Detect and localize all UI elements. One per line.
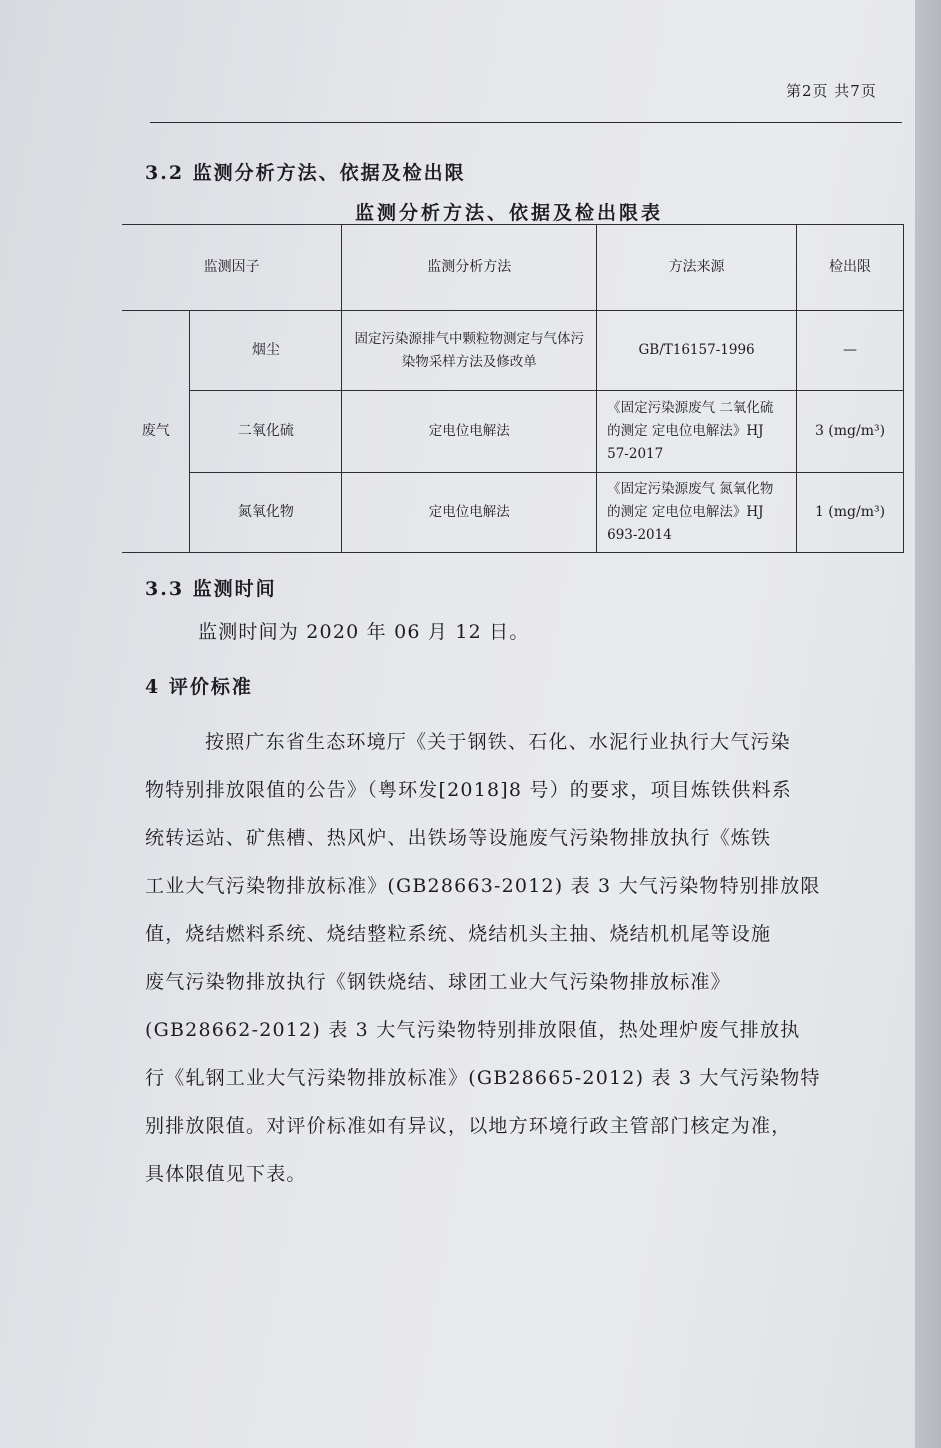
column-header-source: 方法来源: [597, 225, 797, 311]
paragraph-line: 废气污染物排放执行《钢铁烧结、球团工业大气污染物排放标准》: [145, 971, 731, 993]
factor-cell: 氮氧化物: [190, 473, 342, 553]
limit-cell: 3 (mg/m³): [797, 391, 904, 473]
table-row: [122, 473, 904, 553]
column-header-factor: 监测因子: [122, 225, 342, 311]
paragraph-line: (GB28662-2012) 表 3 大气污染物特别排放限值，热处理炉废气排放执: [145, 1019, 801, 1041]
paragraph-line: 具体限值见下表。: [145, 1163, 307, 1185]
limit-cell: —: [797, 311, 904, 391]
table-row: [122, 391, 904, 473]
factor-cell: 烟尘: [190, 311, 342, 391]
table-caption: 监测分析方法、依据及检出限表: [355, 202, 664, 224]
table-header-row: [122, 225, 904, 311]
source-cell: GB/T16157-1996: [597, 311, 797, 391]
paragraph-line: 行《轧钢工业大气污染物排放标准》(GB28665-2012) 表 3 大气污染物特: [145, 1067, 821, 1089]
paragraph-line: 别排放限值。对评价标准如有异议，以地方环境行政主管部门核定为准，: [145, 1115, 792, 1137]
method-cell: 定电位电解法: [342, 473, 597, 553]
column-header-method: 监测分析方法: [342, 225, 597, 311]
section-4-heading: 4 评价标准: [145, 676, 253, 698]
paragraph-line: 物特别排放限值的公告》（粤环发[2018]8 号）的要求，项目炼铁供料系: [145, 779, 793, 801]
paragraph-line: 值，烧结燃料系统、烧结整粒系统、烧结机头主抽、烧结机机尾等设施: [145, 923, 772, 945]
category-cell: 废气: [122, 311, 190, 553]
section-3-2-heading: 3.2 监测分析方法、依据及检出限: [145, 162, 466, 184]
paragraph-line: 统转运站、矿焦槽、热风炉、出铁场等设施废气污染物排放执行《炼铁: [145, 827, 772, 849]
column-header-limit: 检出限: [797, 225, 904, 311]
method-cell: 定电位电解法: [342, 391, 597, 473]
method-cell: 固定污染源排气中颗粒物测定与气体污染物采样方法及修改单: [342, 311, 597, 391]
monitoring-date-text: 监测时间为 2020 年 06 月 12 日。: [198, 621, 530, 643]
page-number: 第2页 共7页: [786, 82, 877, 100]
underlying-page-edge: [915, 0, 941, 1448]
section-3-3-heading: 3.3 监测时间: [145, 578, 277, 600]
table-row: [122, 311, 904, 391]
source-cell: 《固定污染源废气 二氧化硫的测定 定电位电解法》HJ 57-2017: [597, 391, 797, 473]
source-cell: 《固定污染源废气 氮氧化物的测定 定电位电解法》HJ 693-2014: [597, 473, 797, 553]
limit-cell: 1 (mg/m³): [797, 473, 904, 553]
header-rule: [150, 122, 902, 123]
factor-cell: 二氧化硫: [190, 391, 342, 473]
paragraph-line: 按照广东省生态环境厅《关于钢铁、石化、水泥行业执行大气污染: [205, 731, 791, 753]
paragraph-line: 工业大气污染物排放标准》(GB28663-2012) 表 3 大气污染物特别排放限: [145, 875, 821, 897]
methods-table: [122, 224, 904, 553]
